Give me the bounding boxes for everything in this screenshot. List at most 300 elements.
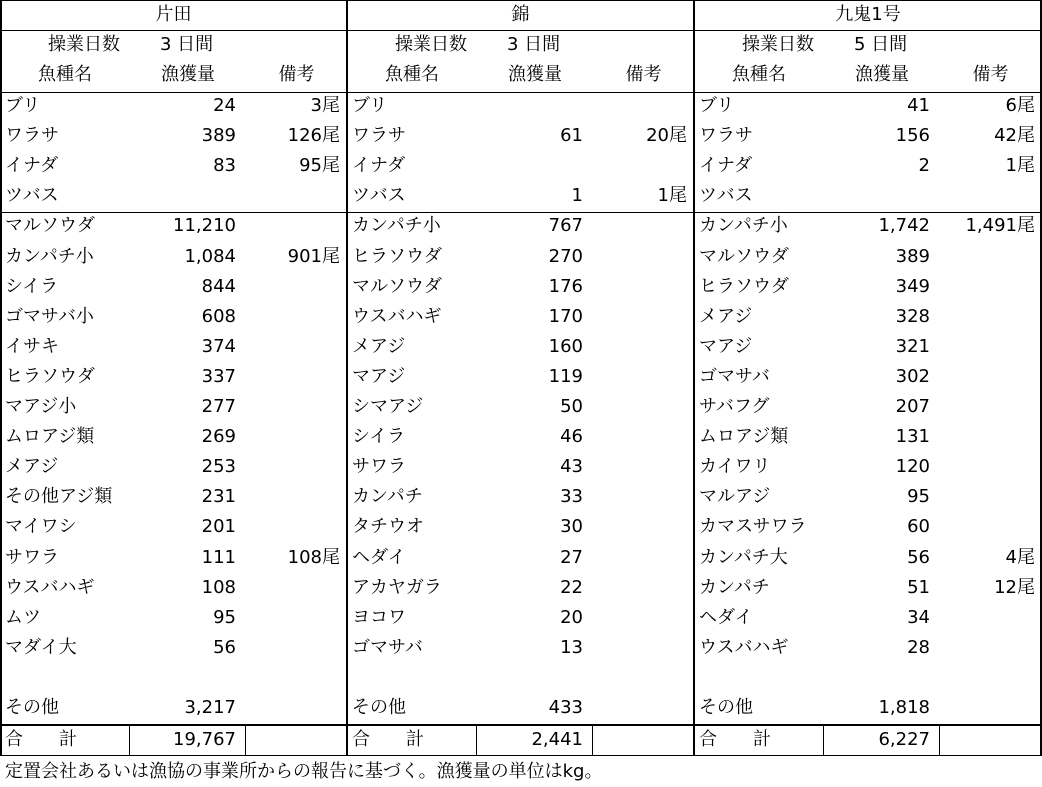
total-label (352, 725, 472, 755)
catch-amount: 176 (548, 275, 583, 297)
column-header-catch: 漁獲量 (161, 64, 215, 85)
total-label-b: 計 (753, 729, 771, 750)
catch-amount: 20 (560, 606, 583, 628)
species-name: ツバス (352, 185, 406, 207)
species-name: イナダ (699, 155, 753, 177)
table-row (694, 543, 1042, 573)
table-row (347, 633, 694, 663)
table-row (0, 91, 347, 121)
note-value (246, 512, 340, 542)
catch-amount: 844 (201, 275, 236, 297)
table-row (694, 211, 1042, 241)
operating-days-label: 操業日数 (395, 34, 467, 55)
table-row (694, 91, 1042, 121)
grid-line-total-inner-b-0 (245, 725, 246, 756)
table-row (694, 603, 1042, 633)
species-name: ウスバハギ (699, 636, 789, 658)
table-row (347, 603, 694, 633)
species-name: ツバス (699, 185, 753, 207)
catch-amount: 269 (201, 426, 236, 448)
note-value (593, 211, 687, 241)
species-name: ムツ (5, 606, 41, 628)
species-name: ワラサ (5, 125, 59, 147)
catch-amount: 156 (895, 125, 930, 147)
table-row (347, 392, 694, 422)
section-katada (0, 0, 347, 757)
species-name: ヨコワ (352, 606, 406, 628)
catch-amount: 95 (213, 606, 236, 628)
catch-amount: 83 (213, 155, 236, 177)
total-amount: 6,227 (878, 729, 930, 750)
note-value (940, 663, 1035, 693)
species-name: マアジ (352, 365, 406, 387)
column-header-catch: 漁獲量 (855, 64, 909, 85)
column-header-species: 魚種名 (732, 64, 786, 85)
species-name: マアジ小 (5, 396, 77, 417)
species-name: ヘダイ (352, 546, 406, 568)
note-value (593, 482, 687, 512)
total-row (694, 725, 1042, 755)
note-value (593, 543, 687, 573)
note-value (940, 482, 1035, 512)
species-name: ウスバハギ (5, 576, 95, 598)
catch-amount (824, 663, 930, 693)
catch-amount: 1,084 (184, 245, 236, 267)
note-value (940, 392, 1035, 422)
species-name: その他 (352, 697, 406, 718)
species-name: ブリ (5, 95, 41, 116)
table-row (694, 633, 1042, 663)
catch-amount: 11,210 (173, 215, 236, 237)
table-row (694, 332, 1042, 362)
note-value: 108尾 (287, 546, 340, 568)
species-name: その他 (699, 697, 753, 718)
species-name: イサキ (5, 335, 59, 357)
table-row (347, 543, 694, 573)
total-label-b: 計 (59, 729, 77, 750)
note-value (940, 332, 1035, 362)
species-name: カンパチ大 (699, 546, 788, 568)
grid-line-total-inner-a-0 (129, 725, 130, 756)
catch-amount: 1,742 (878, 215, 930, 237)
total-label-a: 合 (699, 729, 717, 750)
note-value (940, 181, 1035, 211)
species-name: メアジ (352, 335, 406, 357)
table-row (347, 121, 694, 151)
note-value (246, 362, 340, 392)
table-row (347, 302, 694, 332)
note-value (940, 242, 1035, 272)
note-value (246, 573, 340, 603)
species-name: シイラ (352, 426, 406, 448)
column-header-species: 魚種名 (38, 64, 92, 85)
grid-line-total-inner-a-1 (476, 725, 477, 756)
catch-amount: 56 (213, 636, 236, 658)
catch-amount: 34 (907, 606, 930, 628)
note-value: 12尾 (994, 576, 1035, 598)
table-row (347, 663, 694, 693)
catch-amount: 3,217 (184, 697, 236, 718)
catch-amount: 389 (201, 125, 236, 147)
note-value (246, 272, 340, 302)
species-name: カマスサワラ (699, 516, 807, 538)
species-name: カンパチ小 (352, 215, 441, 237)
species-name: マアジ (699, 335, 753, 357)
catch-amount: 33 (560, 486, 583, 508)
note-value (593, 91, 687, 121)
species-name: ヒラソウダ (352, 245, 442, 267)
note-value (246, 422, 340, 452)
species-name: シマアジ (352, 396, 424, 417)
catch-amount: 24 (213, 95, 236, 116)
note-value: 42尾 (994, 125, 1035, 147)
catch-amount: 374 (201, 335, 236, 357)
catch-amount: 120 (895, 456, 930, 478)
table-row (694, 121, 1042, 151)
catch-amount: 253 (201, 456, 236, 478)
species-name: ヒラソウダ (5, 365, 95, 387)
table-row (694, 272, 1042, 302)
table-row (0, 603, 347, 633)
species-name: ムロアジ類 (699, 426, 789, 448)
note-value (246, 482, 340, 512)
note-value (593, 693, 687, 723)
table-row (347, 512, 694, 542)
table-row (694, 181, 1042, 211)
catch-amount: 608 (201, 305, 236, 327)
note-value (246, 452, 340, 482)
table-row (0, 422, 347, 452)
note-value (593, 242, 687, 272)
grid-line-total-inner-a-2 (823, 725, 824, 756)
catch-amount (477, 151, 583, 181)
catch-amount: 767 (548, 215, 583, 237)
catch-amount: 1 (571, 185, 583, 207)
catch-amount: 50 (560, 396, 583, 417)
species-name: マイワシ (5, 516, 77, 538)
note-value (593, 573, 687, 603)
species-name: カンパチ (352, 486, 423, 508)
species-name: ワラサ (699, 125, 753, 147)
species-name: ウスバハギ (352, 305, 442, 327)
table-row (0, 302, 347, 332)
table-row (347, 242, 694, 272)
note-value (940, 633, 1035, 663)
table-row (0, 242, 347, 272)
table-row (347, 332, 694, 362)
column-header-note: 備考 (972, 64, 1009, 85)
note-value (593, 512, 687, 542)
catch-amount: 95 (907, 486, 930, 508)
total-amount: 2,441 (531, 729, 583, 750)
total-label-a: 合 (352, 729, 370, 750)
note-value: 1尾 (657, 185, 687, 207)
grid-line-total-inner-b-1 (592, 725, 593, 756)
note-value (246, 181, 340, 211)
species-name: ツバス (5, 185, 59, 207)
table-row (0, 482, 347, 512)
note-value (593, 151, 687, 181)
catch-amount (130, 181, 236, 211)
grid-line-total-top (0, 724, 1042, 726)
operating-days-label: 操業日数 (742, 34, 814, 55)
table-row (0, 211, 347, 241)
catch-amount: 201 (201, 516, 236, 538)
table-row (694, 693, 1042, 723)
note-value (246, 332, 340, 362)
column-header-species: 魚種名 (385, 64, 439, 85)
grid-line-header-bottom (0, 92, 1042, 93)
species-name: ムロアジ類 (5, 426, 95, 448)
note-value (246, 693, 340, 723)
operating-days-value: 3 日間 (160, 34, 214, 55)
species-name: マルソウダ (352, 275, 442, 297)
species-name: マルソウダ (5, 215, 95, 237)
note-value (593, 302, 687, 332)
species-name: ゴマサバ (699, 365, 770, 387)
grid-line-total-inner-b-2 (939, 725, 940, 756)
note-value: 1尾 (1005, 155, 1035, 177)
catch-amount: 2 (918, 155, 930, 177)
species-name: ブリ (699, 95, 735, 116)
species-name: その他アジ類 (5, 486, 113, 508)
total-label (699, 725, 819, 755)
table-row (0, 452, 347, 482)
table-row (347, 452, 694, 482)
note-value: 126尾 (287, 125, 340, 147)
total-row (347, 725, 694, 755)
note-value (593, 663, 687, 693)
table-row (0, 512, 347, 542)
table-row (347, 91, 694, 121)
table-row (0, 362, 347, 392)
catch-amount: 302 (895, 365, 930, 387)
note-value: 6尾 (1005, 95, 1035, 116)
species-name: シイラ (5, 275, 59, 297)
species-name: ワラサ (352, 125, 406, 147)
note-value (593, 633, 687, 663)
table-row (694, 422, 1042, 452)
grid-line-total-bottom (0, 755, 1042, 756)
section-title: 錦 (511, 4, 530, 25)
species-name: マダイ大 (5, 636, 77, 658)
catch-amount: 131 (895, 426, 930, 448)
section-title: 九鬼1号 (835, 4, 901, 25)
section-nishiki (347, 0, 694, 757)
grid-line-section-0 (0, 0, 2, 756)
table-row (0, 663, 347, 693)
note-value: 20尾 (646, 125, 687, 147)
table-row (347, 693, 694, 723)
note-value (246, 663, 340, 693)
table-row (694, 151, 1042, 181)
note-value (593, 362, 687, 392)
note-value (940, 452, 1035, 482)
footnote: 定置会社あるいは漁協の事業所からの報告に基づく。漁獲量の単位はkg。 (5, 761, 603, 782)
catch-amount: 13 (560, 636, 583, 658)
note-value: 901尾 (287, 245, 340, 267)
note-value (593, 452, 687, 482)
note-value (246, 211, 340, 241)
note-value (593, 603, 687, 633)
note-value (593, 332, 687, 362)
catch-amount: 389 (895, 245, 930, 267)
note-value (940, 693, 1035, 723)
species-name: サワラ (352, 456, 406, 478)
table-row (0, 693, 347, 723)
total-label (5, 725, 125, 755)
species-name: カンパチ小 (5, 245, 94, 267)
species-name: サワラ (5, 546, 59, 568)
note-value (940, 603, 1035, 633)
column-header-catch: 漁獲量 (508, 64, 562, 85)
species-name: ゴマサバ (352, 636, 423, 658)
table-row (347, 482, 694, 512)
species-name: ヒラソウダ (699, 275, 789, 297)
species-name: メアジ (5, 456, 59, 478)
catch-amount: 207 (895, 396, 930, 417)
species-name: ゴマサバ小 (5, 305, 94, 327)
species-name: カンパチ (699, 576, 770, 598)
table-row (0, 332, 347, 362)
note-value: 1,491尾 (965, 215, 1035, 237)
catch-amount (477, 663, 583, 693)
note-value: 95尾 (299, 155, 340, 177)
grid-line-yellowtail-bottom (0, 212, 1042, 213)
note-value: 3尾 (310, 95, 340, 116)
catch-amount (824, 181, 930, 211)
catch-amount: 51 (907, 576, 930, 598)
species-name: マルソウダ (699, 245, 789, 267)
note-value (940, 272, 1035, 302)
catch-amount: 27 (560, 546, 583, 568)
section-title: 片田 (155, 4, 192, 25)
table-row (694, 663, 1042, 693)
note-value (246, 302, 340, 332)
table-row (0, 181, 347, 211)
catch-amount (477, 91, 583, 121)
note-value (246, 603, 340, 633)
species-name: ヘダイ (699, 606, 753, 628)
species-name: ブリ (352, 95, 388, 116)
column-header-note: 備考 (278, 64, 315, 85)
catch-amount: 349 (895, 275, 930, 297)
catch-amount: 46 (560, 426, 583, 448)
note-value (593, 392, 687, 422)
species-name: サバフグ (699, 396, 770, 417)
catch-amount: 28 (907, 636, 930, 658)
catch-amount: 231 (201, 486, 236, 508)
species-name: アカヤガラ (352, 576, 442, 598)
table-row (347, 272, 694, 302)
operating-days-value: 3 日間 (507, 34, 561, 55)
species-name: その他 (5, 697, 59, 718)
table-row (694, 512, 1042, 542)
catch-amount: 41 (907, 95, 930, 116)
catch-amount: 108 (201, 576, 236, 598)
operating-days-label: 操業日数 (48, 34, 120, 55)
note-value (246, 392, 340, 422)
catch-amount: 1,818 (878, 697, 930, 718)
table-row (347, 422, 694, 452)
table-row (694, 452, 1042, 482)
grid-line-section-1 (346, 0, 348, 756)
species-name: イナダ (352, 155, 406, 177)
table-row (347, 211, 694, 241)
catch-amount: 170 (548, 305, 583, 327)
note-value (940, 512, 1035, 542)
catch-amount (130, 663, 236, 693)
operating-days-value: 5 日間 (854, 34, 908, 55)
catch-amount: 337 (201, 365, 236, 387)
catch-amount: 160 (548, 335, 583, 357)
catch-amount: 22 (560, 576, 583, 598)
table-row (694, 482, 1042, 512)
note-value (940, 362, 1035, 392)
note-value (593, 422, 687, 452)
species-name: カイワリ (699, 456, 771, 478)
table-row (694, 362, 1042, 392)
table-row (0, 633, 347, 663)
table-row (347, 151, 694, 181)
table-row (347, 181, 694, 211)
total-row (0, 725, 347, 755)
table-row (694, 573, 1042, 603)
grid-line-title-bottom (0, 30, 1042, 31)
species-name: マルアジ (699, 486, 771, 508)
note-value (246, 633, 340, 663)
table-row (694, 242, 1042, 272)
catch-amount: 270 (548, 245, 583, 267)
table-row (0, 392, 347, 422)
catch-amount: 61 (560, 125, 583, 147)
catch-amount: 111 (201, 546, 236, 568)
column-header-note: 備考 (625, 64, 662, 85)
catch-amount: 321 (895, 335, 930, 357)
section-kuki1 (694, 0, 1042, 757)
note-value (940, 302, 1035, 332)
total-label-b: 計 (406, 729, 424, 750)
catch-amount: 56 (907, 546, 930, 568)
total-amount: 19,767 (173, 729, 236, 750)
catch-amount: 277 (201, 396, 236, 417)
table-row (0, 573, 347, 603)
table-row (347, 573, 694, 603)
table-row (0, 121, 347, 151)
table-row (0, 272, 347, 302)
note-value: 4尾 (1005, 546, 1035, 568)
note-value (593, 272, 687, 302)
total-label-a: 合 (5, 729, 23, 750)
species-name: イナダ (5, 155, 59, 177)
species-name: タチウオ (352, 516, 424, 538)
catch-amount: 119 (548, 365, 583, 387)
species-name: カンパチ小 (699, 215, 788, 237)
catch-amount: 433 (548, 697, 583, 718)
table-row (694, 392, 1042, 422)
catch-amount: 30 (560, 516, 583, 538)
table-row (694, 302, 1042, 332)
catch-amount: 60 (907, 516, 930, 538)
table-row (347, 362, 694, 392)
table-row (0, 151, 347, 181)
catch-amount: 43 (560, 456, 583, 478)
table-row (0, 543, 347, 573)
grid-line-top (0, 0, 1042, 1)
note-value (940, 422, 1035, 452)
catch-amount: 328 (895, 305, 930, 327)
species-name: メアジ (699, 305, 753, 327)
